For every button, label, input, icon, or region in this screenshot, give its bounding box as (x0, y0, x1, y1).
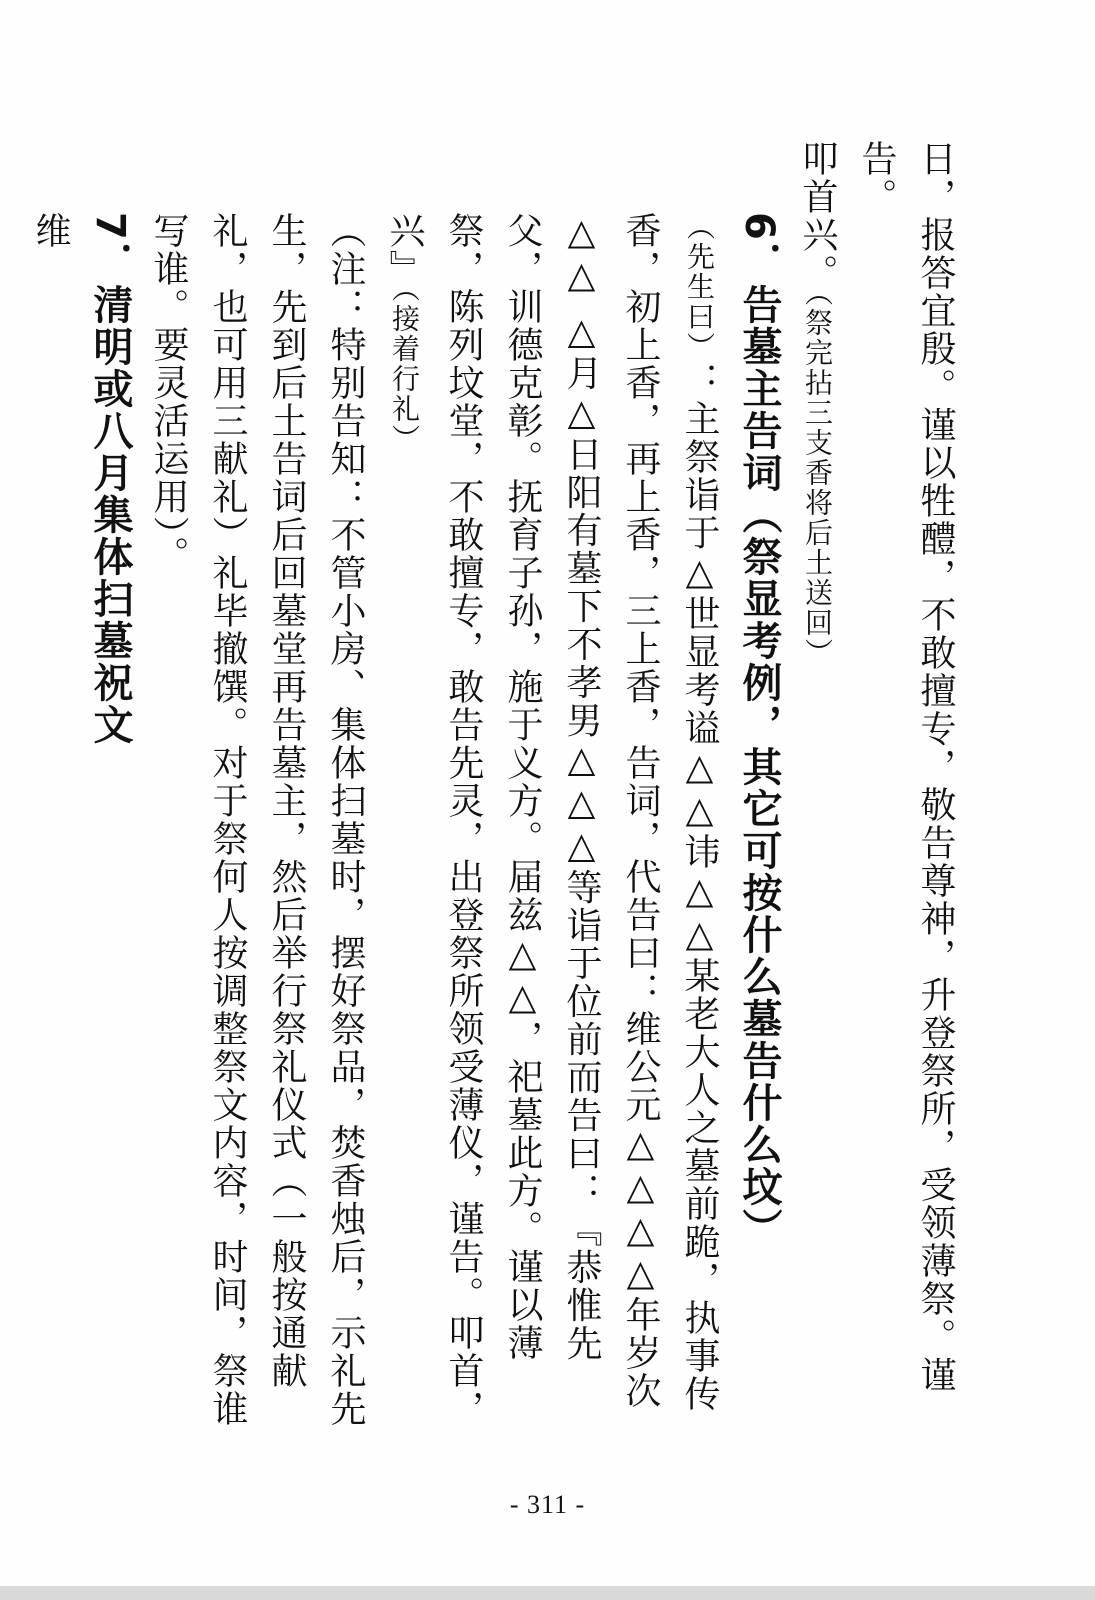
page-number: - 311 - (509, 1490, 586, 1519)
kowtow-text: 叩首兴。 (797, 140, 838, 292)
kowtow-note: （祭完拈三支香将后土送回） (801, 292, 834, 668)
section-heading-6-title: 6．告墓主告词 (736, 212, 782, 494)
ritual-note: （接着行礼） (388, 288, 421, 454)
paragraph-special-note: （注：特别告知：不管小房、集体扫墓时，摆好祭品，焚香烛后，示礼先生，先到后土告词后回墓堂再告墓主，然后举行祭礼仪式（一般按通献礼，也可用三献礼）礼毕撤馔。对于祭何人按调整祭文内容，时间，祭谁写谁。要灵活运用）。 (148, 212, 366, 1428)
grave-announcement-text: ：主祭诣于△世显考谥△△讳△△某老大人之墓前跪，执事传香，初上香，再上香，三上香，告词，代告曰：维公元△△△△年岁次△△ △月△日阳有墓下不孝男△△△等诣于位前而告曰：『恭惟先父，训德克彰。抚育子孙，施于义方。届兹△△，祀墓此方。谨以薄祭，陈列坟堂，不敢擅专，敢告先灵，出登祭所领受薄仪，谨告。叩首，兴』 (384, 212, 720, 1428)
paragraph-continued: 日，报答宜殷。谨以牲醴，不敢擅专，敬告尊神，升登祭所，受领薄祭。谨告。 (856, 140, 956, 1394)
section-heading-6 (729, 140, 788, 1430)
speaker-note: （先生曰） (683, 212, 716, 362)
section-heading-7: 7．清明或八月集体扫墓祝文 (87, 212, 133, 746)
paragraph-wei: 维 (30, 212, 71, 250)
section-heading-6-note: （祭显考例，其它可按什么墓告什么坟） (736, 493, 782, 1250)
paragraph-grave-announcement (375, 140, 729, 1430)
paragraph-kowtow (788, 140, 847, 1430)
scan-bottom-edge (0, 1586, 1095, 1600)
vertical-text-body (21, 140, 965, 1430)
